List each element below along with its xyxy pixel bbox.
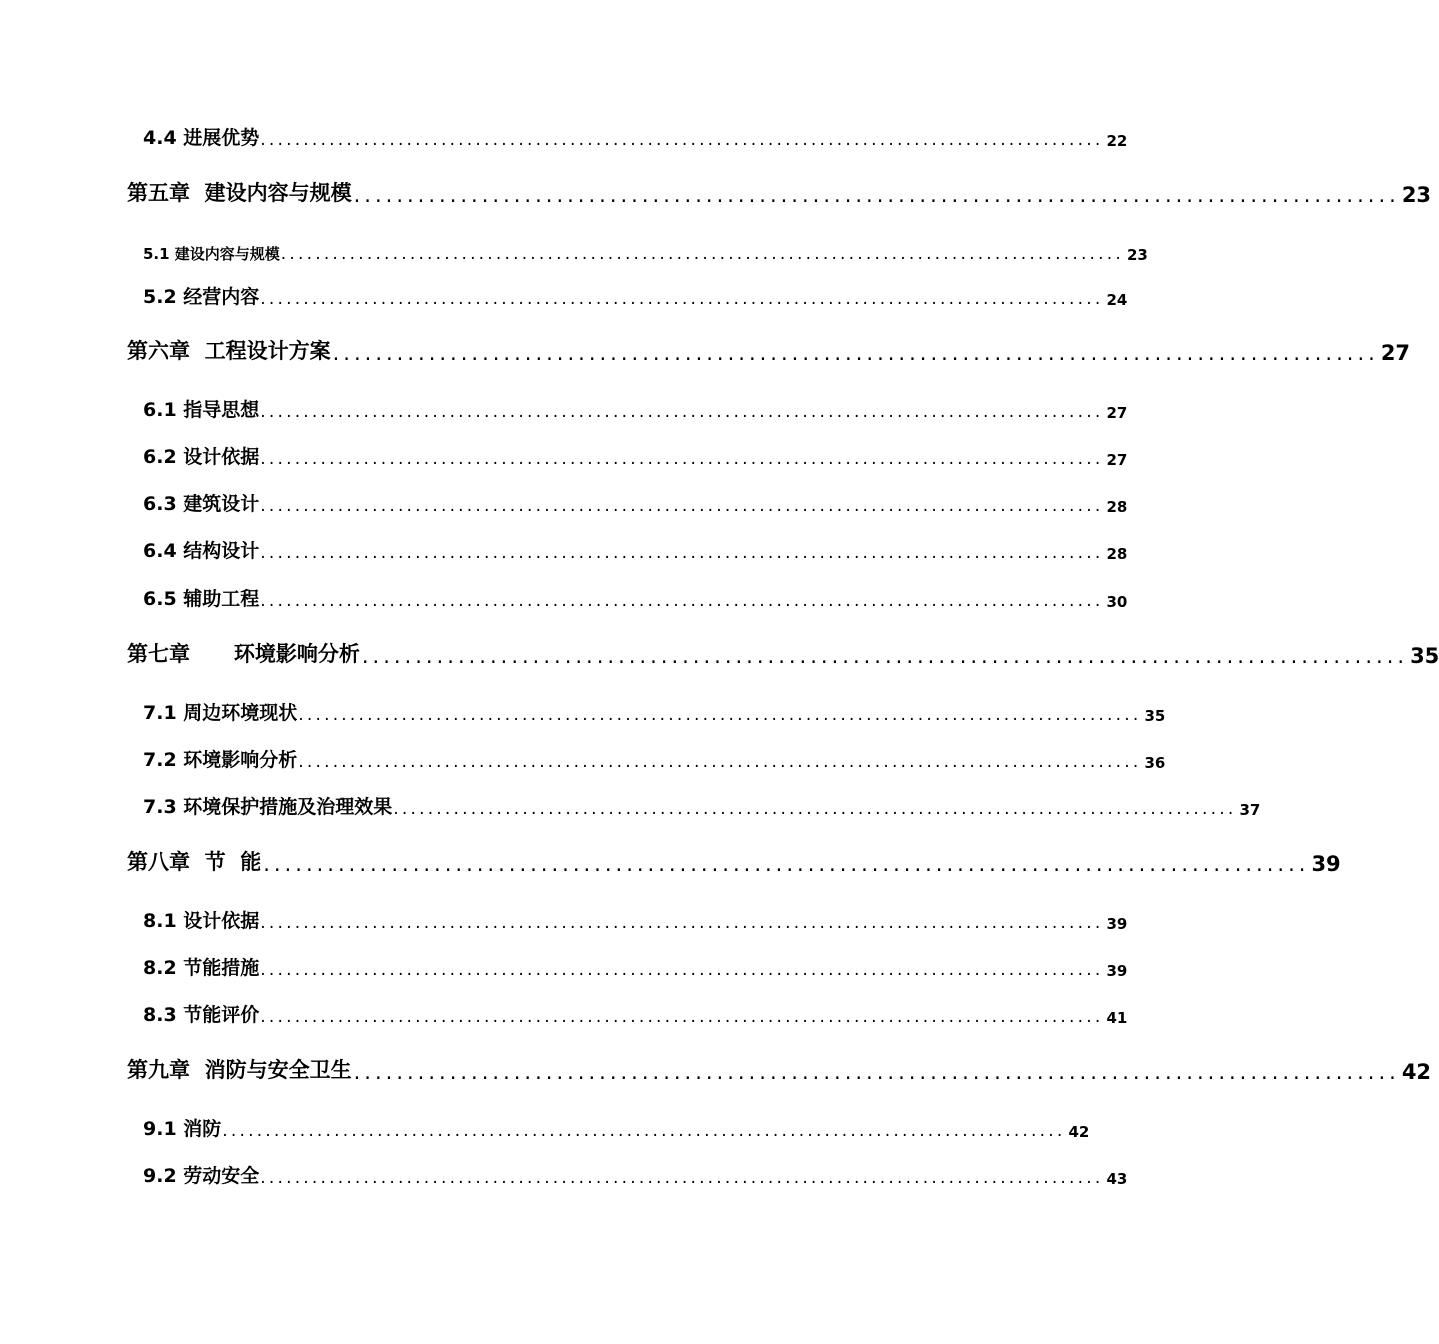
toc-chapter-entry[interactable] xyxy=(127,1054,1432,1084)
toc-entry-page: 39 xyxy=(1106,915,1128,933)
toc-chapter-entry[interactable] xyxy=(127,335,1411,365)
toc-entry-label: 第八章 节 能 xyxy=(127,850,262,874)
toc-chapter-entry[interactable] xyxy=(127,846,1341,876)
toc-entry-page: 23 xyxy=(1401,183,1432,207)
toc-entry[interactable] xyxy=(143,236,1148,264)
toc-leader-dots: .................................................................................................. xyxy=(260,591,1104,611)
toc-entry-label: 7.3 环境保护措施及治理效果 xyxy=(143,796,393,818)
toc-entry[interactable] xyxy=(143,583,1128,611)
toc-entry[interactable] xyxy=(143,744,1166,772)
toc-entry[interactable] xyxy=(143,122,1128,150)
toc-leader-dots: .................................................................................................. xyxy=(298,705,1142,725)
toc-entry-label: 6.2 设计依据 xyxy=(143,446,260,468)
toc-leader-dots: .................................................................................................. xyxy=(263,852,1310,876)
toc-entry[interactable] xyxy=(143,441,1128,469)
toc-entry[interactable] xyxy=(143,999,1128,1027)
toc-leader-dots: .................................................................................................. xyxy=(260,960,1104,980)
toc-entry-page: 23 xyxy=(1126,246,1148,264)
toc-chapter-entry[interactable] xyxy=(127,638,1439,668)
toc-entry-page: 27 xyxy=(1106,404,1128,422)
toc-leader-dots: .................................................................................................. xyxy=(393,799,1237,819)
toc-entry[interactable] xyxy=(143,697,1166,725)
toc-leader-dots: .................................................................................................. xyxy=(260,913,1104,933)
toc-entry-label: 8.1 设计依据 xyxy=(143,910,260,932)
toc-entry-page: 42 xyxy=(1068,1123,1090,1141)
toc-leader-dots: .................................................................................................. xyxy=(260,289,1104,309)
toc-leader-dots: .................................................................................................. xyxy=(260,449,1104,469)
toc-entry-page: 27 xyxy=(1106,451,1128,469)
toc-entry-page: 42 xyxy=(1401,1060,1432,1084)
toc-entry-page: 35 xyxy=(1410,644,1439,668)
toc-entry-page: 27 xyxy=(1380,341,1411,365)
toc-entry-label: 6.4 结构设计 xyxy=(143,540,260,562)
toc-entry-label: 6.1 指导思想 xyxy=(143,399,260,421)
toc-entry-label: 7.2 环境影响分析 xyxy=(143,749,298,771)
toc-leader-dots: .................................................................................................. xyxy=(260,130,1104,150)
toc-entry-page: 28 xyxy=(1106,498,1128,516)
toc-entry[interactable] xyxy=(143,394,1128,422)
toc-entry-label: 5.1 建设内容与规模 xyxy=(143,245,280,263)
toc-entry[interactable] xyxy=(143,791,1261,819)
toc-entry-label: 第五章 建设内容与规模 xyxy=(127,181,352,205)
toc-entry[interactable] xyxy=(143,535,1128,563)
toc-entry-label: 6.5 辅助工程 xyxy=(143,588,260,610)
toc-leader-dots: .................................................................................................. xyxy=(280,244,1124,264)
toc-entry-label: 8.2 节能措施 xyxy=(143,957,260,979)
toc-entry-label: 8.3 节能评价 xyxy=(143,1004,260,1026)
toc-entry-label: 7.1 周边环境现状 xyxy=(143,702,298,724)
toc-entry-label: 4.4 进展优势 xyxy=(143,127,260,149)
toc-leader-dots: .................................................................................................. xyxy=(222,1121,1066,1141)
toc-leader-dots: .................................................................................................. xyxy=(353,1060,1400,1084)
toc-entry-label: 第六章 工程设计方案 xyxy=(127,339,331,363)
toc-entry-label: 5.2 经营内容 xyxy=(143,286,260,308)
toc-leader-dots: .................................................................................................. xyxy=(260,1168,1104,1188)
toc-leader-dots: .................................................................................................. xyxy=(361,644,1409,668)
toc-entry-label: 9.2 劳动安全 xyxy=(143,1165,260,1187)
toc-entry-page: 30 xyxy=(1106,593,1128,611)
toc-entry-page: 28 xyxy=(1106,545,1128,563)
toc-chapter-entry[interactable] xyxy=(127,177,1432,207)
toc-leader-dots: .................................................................................................. xyxy=(260,402,1104,422)
toc-leader-dots: .................................................................................................. xyxy=(332,341,1379,365)
toc-entry-label: 9.1 消防 xyxy=(143,1118,222,1140)
toc-leader-dots: .................................................................................................. xyxy=(260,1007,1104,1027)
toc-leader-dots: .................................................................................................. xyxy=(298,752,1142,772)
toc-leader-dots: .................................................................................................. xyxy=(260,496,1104,516)
toc-entry[interactable] xyxy=(143,281,1128,309)
toc-entry-label: 6.3 建筑设计 xyxy=(143,493,260,515)
toc-entry-label: 第七章 环境影响分析 xyxy=(127,642,360,666)
toc-leader-dots: .................................................................................................. xyxy=(353,183,1400,207)
toc-entry-page: 39 xyxy=(1106,962,1128,980)
toc-entry-page: 39 xyxy=(1311,852,1341,876)
toc-entry[interactable] xyxy=(143,488,1128,516)
toc-entry[interactable] xyxy=(143,952,1128,980)
toc-entry-page: 24 xyxy=(1106,291,1128,309)
toc-entry-page: 37 xyxy=(1239,801,1261,819)
toc-entry-page: 36 xyxy=(1144,754,1166,772)
toc-entry-page: 43 xyxy=(1106,1170,1128,1188)
toc-entry-label: 第九章 消防与安全卫生 xyxy=(127,1058,352,1082)
toc-entry[interactable] xyxy=(143,1160,1128,1188)
toc-entry[interactable] xyxy=(143,1113,1090,1141)
toc-leader-dots: .................................................................................................. xyxy=(260,543,1104,563)
toc-entry-page: 22 xyxy=(1106,132,1128,150)
toc-entry[interactable] xyxy=(143,905,1128,933)
toc-entry-page: 35 xyxy=(1144,707,1166,725)
toc-entry-page: 41 xyxy=(1106,1009,1128,1027)
